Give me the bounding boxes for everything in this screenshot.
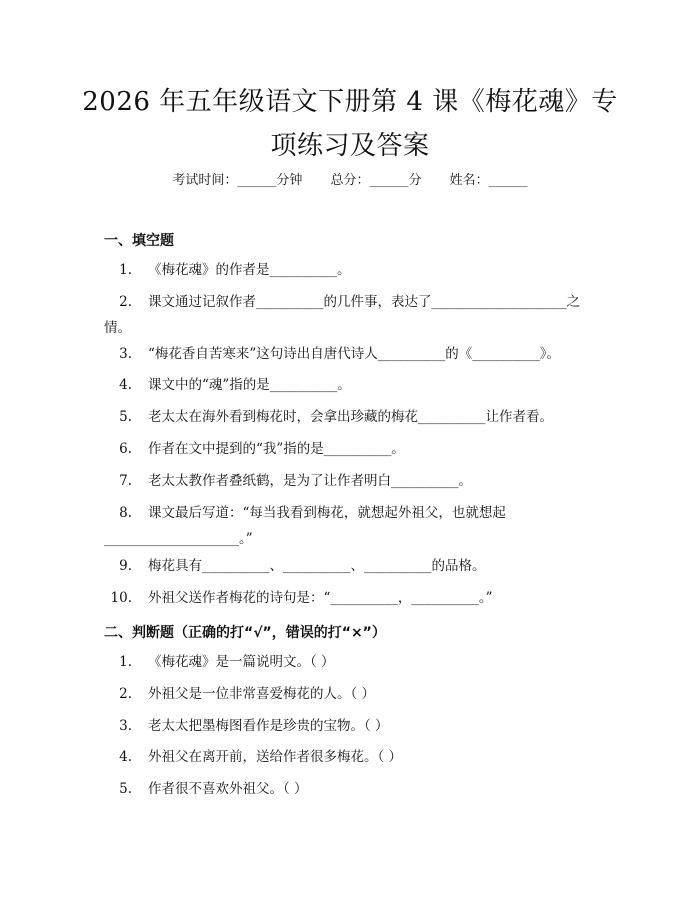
question-number: 3. bbox=[119, 346, 132, 362]
question-number: 2. bbox=[119, 294, 132, 310]
question-number: 4. bbox=[119, 749, 132, 765]
question-text: 《梅花魂》的作者是__________。 bbox=[148, 262, 351, 278]
question-text: 《梅花魂》是一篇说明文。（ ） bbox=[148, 654, 335, 670]
fill-question-5 bbox=[104, 404, 598, 430]
question-number: 3. bbox=[119, 718, 132, 734]
question-text: “梅花香自苦寒来”这句诗出自唐代诗人__________的《__________》。 bbox=[148, 346, 561, 362]
tf-question-2 bbox=[104, 681, 598, 707]
document-title bbox=[80, 80, 620, 168]
fill-question-2 bbox=[104, 289, 598, 341]
question-text: 梅花具有__________、__________、__________的品格。 bbox=[148, 558, 486, 574]
question-number: 1. bbox=[119, 654, 132, 670]
title-line-1: 2026 年五年级语文下册第 4 课《梅花魂》专 bbox=[82, 87, 618, 117]
question-number: 7. bbox=[119, 473, 132, 489]
question-text: 课文最后写道：“每当我看到梅花，就想起外祖父，也就想起____________________。” bbox=[104, 505, 506, 547]
title-line-2: 项练习及答案 bbox=[270, 131, 430, 161]
question-number: 8. bbox=[119, 505, 132, 521]
fill-question-3 bbox=[104, 341, 598, 367]
fill-question-7 bbox=[104, 468, 598, 494]
section-fill-blank-heading: 一、填空题 bbox=[104, 233, 174, 249]
question-text: 课文通过记叙作者__________的几件事，表达了____________________之情。 bbox=[104, 294, 580, 336]
fill-question-1 bbox=[104, 257, 598, 283]
fill-question-6 bbox=[104, 436, 598, 462]
question-text: 作者在文中提到的“我”指的是__________。 bbox=[148, 441, 405, 457]
question-number: 1. bbox=[119, 262, 132, 278]
question-number: 10. bbox=[110, 590, 132, 606]
question-number: 5. bbox=[119, 409, 132, 425]
fill-question-8 bbox=[104, 500, 598, 552]
question-text: 课文中的“魂”指的是__________。 bbox=[148, 377, 351, 393]
question-number: 9. bbox=[119, 558, 132, 574]
tf-question-5 bbox=[104, 776, 598, 802]
total-score-field: 总分：______分 bbox=[330, 173, 422, 188]
fill-question-9 bbox=[104, 553, 598, 579]
question-number: 4. bbox=[119, 377, 132, 393]
question-text: 作者很不喜欢外祖父。（ ） bbox=[148, 781, 308, 797]
section-true-false-heading: 二、判断题（正确的打“√”，错误的打“×”） bbox=[104, 625, 386, 641]
tf-question-1 bbox=[104, 649, 598, 675]
question-text: 外祖父是一位非常喜爱梅花的人。（ ） bbox=[148, 686, 376, 702]
question-text: 外祖父送作者梅花的诗句是：“__________，__________。” bbox=[148, 590, 493, 606]
question-text: 外祖父在离开前，送给作者很多梅花。（ ） bbox=[148, 749, 403, 765]
question-number: 2. bbox=[119, 686, 132, 702]
tf-question-4 bbox=[104, 744, 598, 770]
tf-question-3 bbox=[104, 713, 598, 739]
question-text: 老太太教作者叠纸鹤，是为了让作者明白__________。 bbox=[148, 473, 472, 489]
fill-question-4 bbox=[104, 372, 598, 398]
question-number: 5. bbox=[119, 781, 132, 797]
question-text: 老太太把墨梅图看作是珍贵的宝物。（ ） bbox=[148, 718, 389, 734]
exam-time-field: 考试时间：______分钟 bbox=[172, 173, 303, 188]
student-name-field: 姓名：______ bbox=[449, 173, 528, 188]
question-text: 老太太在海外看到梅花时，会拿出珍藏的梅花__________让作者看。 bbox=[148, 409, 553, 425]
exam-info-line bbox=[0, 169, 700, 188]
fill-question-10 bbox=[104, 585, 598, 611]
question-number: 6. bbox=[119, 441, 132, 457]
